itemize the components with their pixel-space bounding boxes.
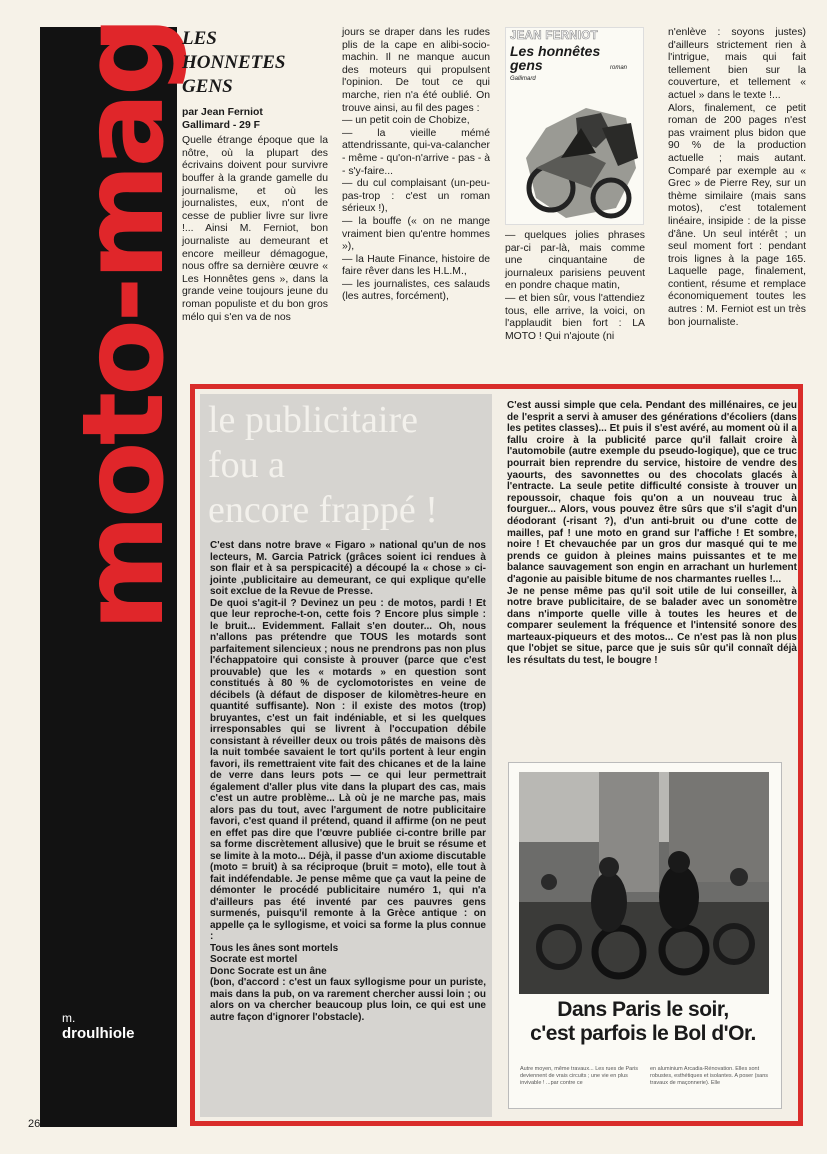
- syllogism-line: Tous les ânes sont mortels: [210, 942, 339, 954]
- magazine-logo: moto-mag: [59, 20, 189, 632]
- review-column-2: [342, 27, 490, 304]
- review-paragraph: jours se draper dans les rudes plis de la cape en alibi-socio-machin. Il ne manque aucun des moteurs qui propulsent l'opinion. De tout ce qui marche, rien n'a été oublié. On trouve ainsi, au fil des pages :: [342, 27, 490, 114]
- syllogism-line: Socrate est mortel: [210, 954, 298, 965]
- article-paragraph: Je ne pense même pas qu'il soit utile de lui conseiller, à notre brave publicitaire, de se balader avec un sonomètre dans n'importe quelle ville à toutes les heures et de comparer seulement la fréquence et l'intensité sonore des marteaux-piqueurs et des motos... Ce n'est pas là non plus que l'objet se situe, parce que je suis sûr qu'il connaît déjà les résultats du test, le bougre !: [507, 585, 797, 667]
- headline-line: fou a: [208, 444, 286, 486]
- headline-line: le publicitaire: [208, 399, 418, 441]
- ad-fine-print-right: en aluminium Arcadia-Rénovation. Elles sont robustes, esthétiques et isolantes. A poser (sans travaux de maçonnerie). Elle: [650, 1066, 769, 1086]
- byline-publisher-price: Gallimard - 29 F: [182, 119, 260, 131]
- ad-caption-line: Dans Paris le soir,: [557, 998, 729, 1021]
- ad-caption-line: c'est parfois le Bol d'Or.: [530, 1022, 756, 1045]
- cover-title: [510, 44, 600, 72]
- review-title-line: GENS: [182, 76, 233, 97]
- author-signature: [62, 1010, 135, 1042]
- review-list-item: — un petit coin de Chobize,: [342, 115, 470, 127]
- review-list-item: — et bien sûr, vous l'attendiez tous, elle arrive, la voici, on l'applaudit bien fort : LA MOTO ! Qui n'ajoute (ni: [505, 292, 645, 342]
- book-cover: [505, 27, 644, 225]
- review-column-1: [182, 27, 328, 324]
- article-body-left: [210, 540, 486, 1023]
- review-title-line: HONNETES: [182, 52, 286, 73]
- cover-publisher: Gallimard: [510, 76, 536, 82]
- review-list-item: — la vieille mémé attendrissante, qui-va-calancher - même - qu'on-n'arrive - pas - à - s'y-faire...: [342, 127, 490, 177]
- page-number: 26: [28, 1118, 41, 1130]
- cover-title-line: Les honnêtes: [510, 43, 601, 59]
- article-paragraph: De quoi s'agit-il ? Devinez un peu : de motos, pardi ! Et que leur reproche-t-on, cette fois ? Encore plus simple : le bruit... Evidemment. Fallait s'en douter... Oh, nous n'allons pas prétendre que TOUS les motards sont parfaitement silencieux ; nous ne prendrons pas non plus l'échappatoire qui consiste à prouver (parce que c'est prouvable) que les « motards » en question sont constitués à 80 % de cyclomotoristes en veine de décibels (à défaut de disposer de kilomètres-heure en quantité suffisante). Non : il existe des motos (trop) bruyantes, c'est un fait indéniable, et si les quelques irresponsables qui se livrent à l'occupation débile consistant à réveiller deux ou trois pâtés de maisons dès la nuit tombée savaient le tort qu'ils portent à leur engin favori, ils remettraient vite fait des chicanes et de la laine de verre dans leurs pots — ce qui leur permettrait également d'aller plus vite dans la plupart des cas, mais c'est un autre problème... Là où je ne marche pas, mais alors pas du tout, avec l'argument de notre publicitaire favori, c'est quand il prétend, quand il affirme (on ne peut en effet pas dire que l'œuvre publiée ci-contre brille par sa forme discrètement allusive) que le bruit se résume et se limite à la moto... Déjà, il passe d'un axiome discutable (moto = bruit) à sa réciproque (bruit = moto), elle tout à fait indéfendable. Je pense même que ça vaut la peine de démonter le procédé publicitaire numéro 1, qui n'a d'ailleurs pas été inventé par ces pauvres gens surmenés, puisqu'il remonte à la Grèce antique : on appelle ça le syllogisme, et voici sa forme la plus connue :: [210, 597, 486, 942]
- review-column-3: [505, 230, 645, 343]
- ad-caption: [512, 998, 774, 1046]
- cover-genre: roman: [610, 65, 628, 71]
- ad-fine-print-left: Autre moyen, même travaux... Les rues de Paris deviennent de vrais circuits ; une vie en plus invivable ! ...par contre ce: [520, 1066, 638, 1086]
- headline-line: encore frappé !: [208, 489, 438, 531]
- syllogism-line: Donc Socrate est un âne: [210, 965, 327, 977]
- review-paragraph: Quelle étrange époque que la nôtre, où la plupart des écrivains doivent pour survivre bouffer à la grande gamelle du journalisme, et où les journalistes, eux, n'ont de cesse de publier livre sur livre !... Ainsi M. Ferniot, bon journaliste au demeurant et encore meilleur démagogue, nous offre sa dernière œuvre « Les Honnêtes gens », dans la grande veine toujours jeune du roman populiste et du bon gros mélo qui s'en va de nos: [182, 135, 328, 323]
- review-paragraph: n'enlève : soyons justes) d'ailleurs strictement rien à l'intrigue, mais qui fait tellement bien sur la couverture, et tellement « actuel » dans le texte !...: [668, 27, 806, 101]
- cover-illustration: [506, 88, 643, 224]
- motorcycles-photo: [519, 772, 769, 994]
- article-body-right: [507, 400, 797, 667]
- review-list-item: — du cul complaisant (un-peu-pas-trop : c'est un roman sérieux !),: [342, 178, 490, 215]
- byline-author: par Jean Ferniot: [182, 107, 263, 118]
- review-list-item: — quelques jolies phrases par-ci par-là, mais comme une cinquantaine de journaleux parisiens peuvent en pondre chaque matin,: [505, 230, 645, 292]
- review-list-item: — la Haute Finance, histoire de faire rêver dans les H.L.M.,: [342, 253, 490, 278]
- article-paragraph: C'est dans notre brave « Figaro » national qu'un de nos lecteurs, M. Garcia Patrick (grâces soient ici rendues à son flair et à sa perspicacité) a découpé la « chose » ci-jointe ,publicitaire au demeurant, ce qui explique qu'elle soit exclue de la Revue de Presse.: [210, 540, 486, 597]
- review-byline: [182, 107, 328, 132]
- review-title: [182, 27, 328, 99]
- cover-title-line: gens: [510, 57, 543, 73]
- review-list-item: — les journalistes, ces salauds (les autres, forcément),: [342, 278, 490, 303]
- article-paragraph: C'est aussi simple que cela. Pendant des millénaires, ce jeu de l'esprit a servi à amuser des générations d'écoliers (dans les petites classes)... Et puis il s'est avéré, au moment où il a fallu croire à la publicité parce qu'il fallait croire à l'automobile (autre exemple du pseudo-logique), que ce truc pourrait bien reprendre du service, histoire de vendre des yaourts, des savonnettes ou des chocolats glacés à l'entracte. La seule petite difficulté consiste à trouver un repoussoir, chaque fois qu'on a un nouveau truc à fourguer... Alors, vous pouvez être sûrs que s'il s'agit d'un déodorant (-risant ?), d'un anti-bruit ou d'une cotte de mailles, paf ! une moto en grand sur l'affiche ! Et sombre, noire ! Et chevauchée par un gros dur masqué qui te me prends ce guidon à pleines mains puissantes et te me balance sauvagement son engin en arrachant un hurlement d'agonie au paisible bitume de nos charmantes ruelles !...: [507, 400, 797, 585]
- article-headline: [208, 398, 493, 533]
- review-column-4: [668, 27, 806, 329]
- review-title-line: LES: [182, 28, 217, 49]
- review-list-item: — la bouffe (« on ne mange vraiment bien qu'entre hommes »),: [342, 215, 490, 253]
- cover-author: JEAN FERNIOT: [510, 30, 598, 42]
- author-name: droulhiole: [62, 1025, 135, 1042]
- article-paragraph: (bon, d'accord : c'est un faux syllogisme pour un puriste, mais dans la pub, on va rarement chercher aussi loin ; ou alors on va chercher beaucoup plus loin, ce qui est une autre façon d'ignorer l'obstacle).: [210, 977, 486, 1023]
- review-paragraph: Alors, finalement, ce petit roman de 200 pages n'est pas vraiment plus bidon que 90 % de la production actuelle ; mais autant. Comparé par exemple au « Grec » de Pierre Rey, sur un thème similaire (mais sans motos), c'est totalement linéaire, insipide : de la pisse d'âne. Un seul intérêt ; un seul moment fort : pendant trois lignes à la page 165. Laquelle page, finalement, contient, résume et remplace économiquement toutes les autres : M. Ferniot est un très bon journaliste.: [668, 102, 806, 328]
- author-initial: m.: [62, 1011, 76, 1025]
